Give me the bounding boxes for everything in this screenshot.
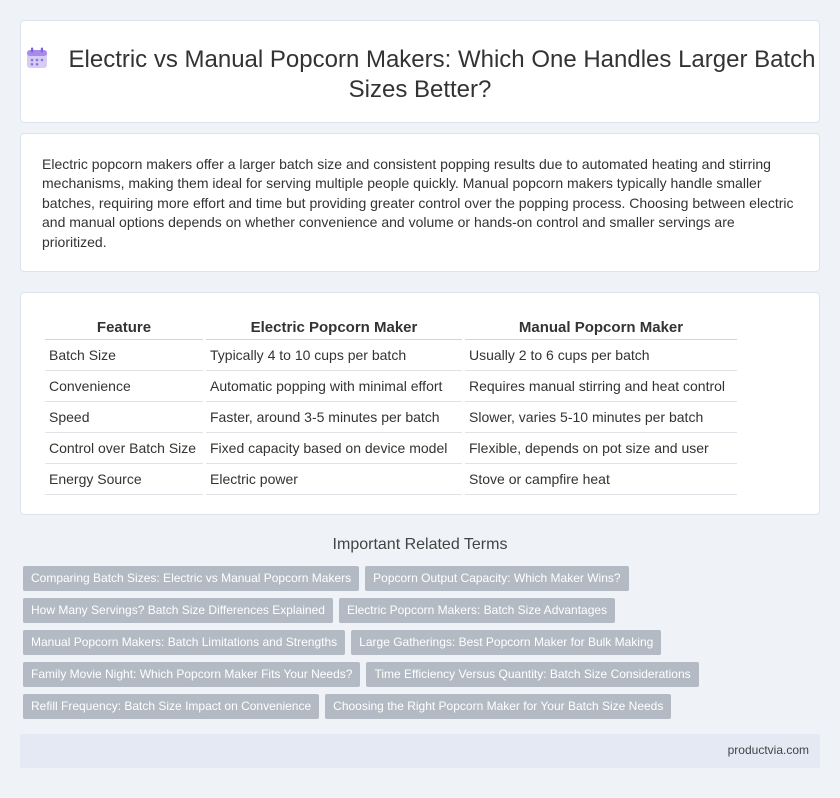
tag-row (23, 630, 723, 662)
related-term-tag[interactable]: Comparing Batch Sizes: Electric vs Manual Popcorn Makers (23, 566, 359, 591)
table-row (45, 402, 737, 433)
tag-row (23, 598, 723, 630)
table-row (45, 433, 737, 464)
related-terms-list (23, 566, 723, 726)
page-title-wrap (21, 45, 819, 105)
intro-paragraph: Electric popcorn makers offer a larger batch size and consistent popping results due to automated heating and stirring mechanisms, making them ideal for serving multiple people quickly. Manual popcorn makers typically handle smaller batches, requiring more effort and time but providing greater control over the popping process. Choosing between electric and manual options depends on whether convenience and volume or hands-on control and smaller servings are prioritized. (42, 156, 794, 250)
column-header-manual: Manual Popcorn Maker (465, 315, 737, 340)
table-cell: Requires manual stirring and heat control (465, 371, 737, 402)
tag-row (23, 662, 723, 694)
table-cell: Convenience (45, 371, 203, 402)
table-cell: Stove or campfire heat (465, 464, 737, 495)
column-header-feature: Feature (45, 315, 203, 340)
related-term-tag[interactable]: Popcorn Output Capacity: Which Maker Wins? (365, 566, 628, 591)
table-cell: Faster, around 3-5 minutes per batch (206, 402, 462, 433)
footer (20, 734, 820, 768)
table-header-row (45, 315, 737, 340)
related-term-tag[interactable]: Family Movie Night: Which Popcorn Maker Fits Your Needs? (23, 662, 360, 687)
table-cell: Speed (45, 402, 203, 433)
table-row (45, 340, 737, 371)
table-cell: Energy Source (45, 464, 203, 495)
intro-card (20, 133, 820, 272)
table-row (45, 371, 737, 402)
related-term-tag[interactable]: Choosing the Right Popcorn Maker for Your Batch Size Needs (325, 694, 671, 719)
header-card (20, 20, 820, 123)
table-row (45, 464, 737, 495)
table-cell: Batch Size (45, 340, 203, 371)
table-cell: Automatic popping with minimal effort (206, 371, 462, 402)
related-term-tag[interactable]: Time Efficiency Versus Quantity: Batch Size Considerations (366, 662, 698, 687)
tag-row (23, 694, 723, 726)
related-term-tag[interactable]: Manual Popcorn Makers: Batch Limitations and Strengths (23, 630, 345, 655)
table-cell: Usually 2 to 6 cups per batch (465, 340, 737, 371)
related-term-tag[interactable]: Refill Frequency: Batch Size Impact on Convenience (23, 694, 319, 719)
column-header-electric: Electric Popcorn Maker (206, 315, 462, 340)
table-cell: Control over Batch Size (45, 433, 203, 464)
tag-row (23, 566, 723, 598)
comparison-table (42, 315, 740, 495)
table-cell: Fixed capacity based on device model (206, 433, 462, 464)
related-term-tag[interactable]: How Many Servings? Batch Size Differences Explained (23, 598, 333, 623)
related-terms-title: Important Related Terms (332, 536, 508, 553)
table-cell: Typically 4 to 10 cups per batch (206, 340, 462, 371)
related-term-tag[interactable]: Large Gatherings: Best Popcorn Maker for Bulk Making (351, 630, 661, 655)
comparison-table-card (20, 292, 820, 515)
footer-site-link[interactable]: productvia.com (727, 743, 809, 757)
related-term-tag[interactable]: Electric Popcorn Makers: Batch Size Advantages (339, 598, 615, 623)
table-cell: Slower, varies 5-10 minutes per batch (465, 402, 737, 433)
table-cell: Flexible, depends on pot size and user (465, 433, 737, 464)
page-title: Electric vs Manual Popcorn Makers: Which One Handles Larger Batch Sizes Better? (68, 46, 816, 103)
table-cell: Electric power (206, 464, 462, 495)
calendar-icon (25, 46, 49, 70)
